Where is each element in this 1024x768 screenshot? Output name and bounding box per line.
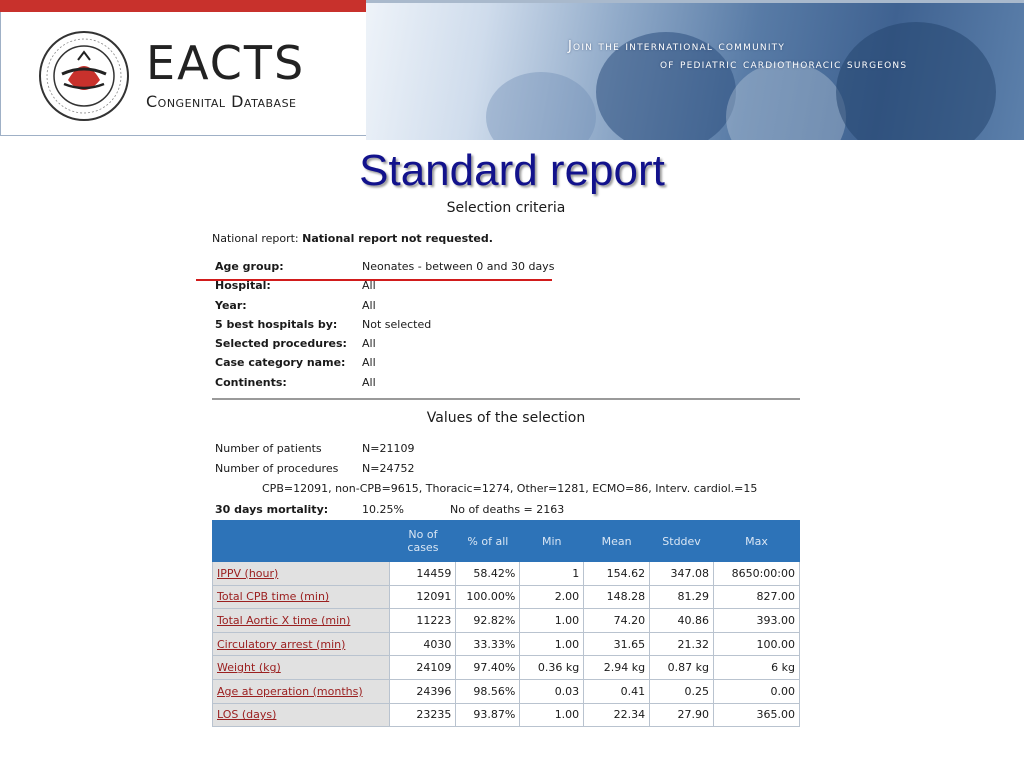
criteria-label: Selected procedures: xyxy=(215,337,347,351)
table-row xyxy=(213,703,800,727)
mortality-line xyxy=(215,503,800,519)
table-cell: 97.40% xyxy=(456,656,520,680)
criteria-label: Age group: xyxy=(215,260,284,273)
banner-top-line xyxy=(366,0,1024,3)
logo-subtitle: Congenital Database xyxy=(146,92,297,111)
deaths-count: No of deaths = 2163 xyxy=(450,503,565,516)
criteria-value: Neonates - between 0 and 30 days xyxy=(362,260,555,273)
table-cell: 24396 xyxy=(390,679,456,703)
table-cell: 98.56% xyxy=(456,679,520,703)
table-cell: 0.36 kg xyxy=(520,656,584,680)
procedure-breakdown: CPB=12091, non-CPB=9615, Thoracic=1274, Other=1281, ECMO=86, Interv. cardiol.=15 xyxy=(262,482,758,495)
criteria-value: All xyxy=(362,279,376,293)
table-cell: 14459 xyxy=(390,562,456,586)
table-cell: 93.87% xyxy=(456,703,520,727)
national-report-label: National report: xyxy=(212,232,303,245)
row-label-link[interactable]: LOS (days) xyxy=(217,708,277,722)
procedures-label: Number of procedures xyxy=(215,461,339,475)
column-header: Min xyxy=(520,521,584,562)
criteria-value: All xyxy=(362,356,376,370)
criteria-value: All xyxy=(362,298,376,312)
criteria-row xyxy=(215,337,800,356)
tagline-line-1: Join the international community xyxy=(568,39,786,54)
criteria-value: All xyxy=(362,337,376,351)
table-header-row xyxy=(213,521,800,562)
mortality-value: 10.25% xyxy=(362,503,404,516)
table-cell: 0.41 xyxy=(584,679,650,703)
table-cell: 23235 xyxy=(390,703,456,727)
table-cell: 12091 xyxy=(390,585,456,609)
row-label-link[interactable]: Circulatory arrest (min) xyxy=(217,637,346,651)
header-banner xyxy=(0,0,1024,140)
table-cell: 0.00 xyxy=(714,679,800,703)
column-header: Max xyxy=(714,521,800,562)
stat-row xyxy=(215,462,800,482)
table-row xyxy=(213,656,800,680)
criteria-list xyxy=(215,260,800,395)
criteria-value: Not selected xyxy=(362,317,432,331)
column-header: Mean xyxy=(584,521,650,562)
table-cell: 0.87 kg xyxy=(650,656,714,680)
table-cell: 21.32 xyxy=(650,632,714,656)
row-label-link[interactable]: Total Aortic X time (min) xyxy=(217,613,351,627)
criteria-label: Case category name: xyxy=(215,356,346,370)
table-cell: 100.00% xyxy=(456,585,520,609)
table-cell: 24109 xyxy=(390,656,456,680)
table-cell: 393.00 xyxy=(714,609,800,633)
report-panel xyxy=(212,200,800,722)
row-label-cell xyxy=(213,585,390,609)
table-row xyxy=(213,585,800,609)
mortality-label: 30 days mortality: xyxy=(215,503,329,516)
selection-criteria-heading: Selection criteria xyxy=(446,200,566,216)
table-cell: 58.42% xyxy=(456,562,520,586)
table-cell: 0.03 xyxy=(520,679,584,703)
procedures-value: N=24752 xyxy=(362,461,415,475)
table-cell: 347.08 xyxy=(650,562,714,586)
row-label-cell xyxy=(213,632,390,656)
table-cell: 92.82% xyxy=(456,609,520,633)
table-cell: 1.00 xyxy=(520,632,584,656)
table-cell: 365.00 xyxy=(714,703,800,727)
table-cell: 74.20 xyxy=(584,609,650,633)
table-row xyxy=(213,609,800,633)
row-label-cell xyxy=(213,609,390,633)
table-cell: 31.65 xyxy=(584,632,650,656)
tagline-line-2: of pediatric cardiothoracic surgeons xyxy=(660,57,908,72)
stat-row xyxy=(215,442,800,462)
table-cell: 81.29 xyxy=(650,585,714,609)
row-label-link[interactable]: IPPV (hour) xyxy=(217,566,279,580)
column-header: Stddev xyxy=(650,521,714,562)
criteria-label: Hospital: xyxy=(215,279,271,293)
national-report-line xyxy=(212,232,493,245)
national-report-value: National report not requested. xyxy=(302,232,493,245)
table-cell: 8650:00:00 xyxy=(714,562,800,586)
table-cell: 2.94 kg xyxy=(584,656,650,680)
eacts-seal-logo xyxy=(38,30,130,122)
table-cell: 6 kg xyxy=(714,656,800,680)
criteria-label: 5 best hospitals by: xyxy=(215,317,338,331)
table-cell: 100.00 xyxy=(714,632,800,656)
table-cell: 27.90 xyxy=(650,703,714,727)
table-row xyxy=(213,679,800,703)
criteria-row xyxy=(215,318,800,337)
table-cell: 22.34 xyxy=(584,703,650,727)
column-header xyxy=(213,521,390,562)
table-cell: 33.33% xyxy=(456,632,520,656)
row-label-link[interactable]: Age at operation (months) xyxy=(217,684,363,698)
table-cell: 4030 xyxy=(390,632,456,656)
table-cell: 148.28 xyxy=(584,585,650,609)
patients-label: Number of patients xyxy=(215,442,322,455)
row-label-cell xyxy=(213,562,390,586)
table-cell: 154.62 xyxy=(584,562,650,586)
table-row xyxy=(213,632,800,656)
patients-value: N=21109 xyxy=(362,442,415,455)
criteria-label: Continents: xyxy=(215,375,287,389)
selection-stats xyxy=(215,442,800,481)
row-label-cell xyxy=(213,703,390,727)
row-label-link[interactable]: Weight (kg) xyxy=(217,661,281,675)
column-header: No of cases xyxy=(390,521,456,562)
row-label-link[interactable]: Total CPB time (min) xyxy=(217,590,330,604)
criteria-row xyxy=(215,376,800,395)
banner-red-bar xyxy=(0,0,366,12)
criteria-row xyxy=(215,299,800,318)
logo-title: EACTS xyxy=(146,36,306,90)
table-cell: 2.00 xyxy=(520,585,584,609)
banner-tagline xyxy=(560,38,1010,74)
criteria-row xyxy=(215,260,800,279)
results-table xyxy=(212,520,800,727)
table-cell: 827.00 xyxy=(714,585,800,609)
table-cell: 1 xyxy=(520,562,584,586)
section-divider xyxy=(212,398,800,400)
table-cell: 1.00 xyxy=(520,609,584,633)
table-cell: 11223 xyxy=(390,609,456,633)
row-label-cell xyxy=(213,679,390,703)
row-label-cell xyxy=(213,656,390,680)
table-cell: 0.25 xyxy=(650,679,714,703)
table-row xyxy=(213,562,800,586)
criteria-row xyxy=(215,279,800,298)
page-title: Standard report xyxy=(359,146,665,195)
table-cell: 40.86 xyxy=(650,609,714,633)
values-heading: Values of the selection xyxy=(426,410,586,426)
table-cell: 1.00 xyxy=(520,703,584,727)
criteria-row xyxy=(215,356,800,375)
criteria-value: All xyxy=(362,375,376,389)
criteria-label: Year: xyxy=(215,298,247,312)
column-header: % of all xyxy=(456,521,520,562)
